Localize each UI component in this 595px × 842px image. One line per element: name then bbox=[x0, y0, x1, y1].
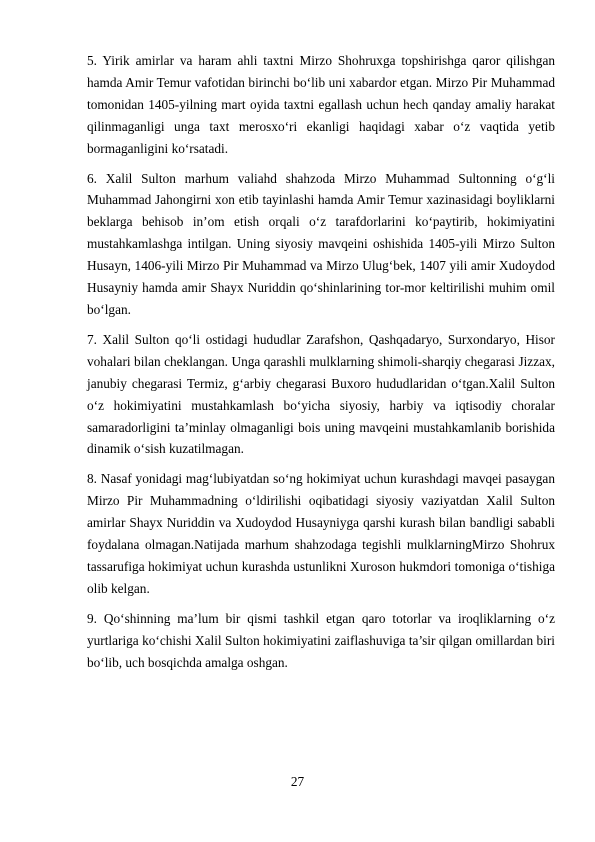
page-number: 27 bbox=[290, 774, 305, 789]
paragraph-7: 7. Xalil Sulton qo‘li ostidagi hududlar Zarafshon, Qashqadaryo, Surxondaryo, Hisor vohalari bilan cheklangan. Unga qarashli mulklarning shimoli-sharqiy chegarasi Jizzax, janubiy chegarasi Termiz, g‘arbiy chegarasi Buxoro hududlaridan o‘tgan.Xalil Sulton o‘z hokimiyatini mustahkamlash bo‘yicha siyosiy, harbiy va iqtisodiy choralar samaradorligini ta’minlay olmaganligi bois uning mavqeini mustahkamlanib borishida dinamik o‘sish kuzatilmagan. bbox=[87, 331, 555, 457]
document-body bbox=[87, 50, 555, 681]
paragraph-5: 5. Yirik amirlar va haram ahli taxtni Mirzo Shohruxga topshirishga qaror qilishgan hamda Amir Temur vafotidan birinchi bo‘lib uni xabardor etgan. Mirzo Pir Muhammad tomonidan 1405-yilning mart oyida taxtni egallash uchun hech qanday amaliy harakat qilinmaganligi unga taxt merosxo‘ri ekanligi haqidagi xabar o‘z vaqtida yetib bormaganligini ko‘rsatadi. bbox=[87, 53, 555, 156]
paragraph-6: 6. Xalil Sulton marhum valiahd shahzoda Mirzo Muhammad Sultonning o‘g‘li Muhammad Jahongirni xon etib tayinlashi hamda Amir Temur xazinasidagi boyliklarni beklarga behisob in’om etish orqali o‘z tarafdorlarini ko‘paytirib, hokimiyatini mustahkamlashga intilgan. Uning siyosiy mavqeini oshishida 1405-yili Mirzo Sulton Husayn, 1406-yili Mirzo Pir Muhammad va Mirzo Ulug‘bek, 1407 yili amir Xudoydod Husayniy hamda amir Shayx Nuriddin qo‘shinlarining tor-mor keltirilishi muhim omil bo‘lgan. bbox=[87, 170, 555, 317]
paragraph-9: 9. Qo‘shinning ma’lum bir qismi tashkil etgan qaro totorlar va iroqliklarning o‘z yurtlariga ko‘chishi Xalil Sulton hokimiyatini zaiflashuviga ta’sir qilgan omillardan biri bo‘lib, uch bosqichda amalga oshgan. bbox=[87, 610, 555, 670]
paragraph-8: 8. Nasaf yonidagi mag‘lubiyatdan so‘ng hokimiyat uchun kurashdagi mavqei pasaygan Mirzo Pir Muhammadning o‘ldirilishi oqibatidagi siyosiy vaziyatdan Xalil Sulton amirlar Shayx Nuriddin va Xudoydod Husayniyga qarshi kurash bilan bandligi sababli foydalana olmagan.Natijada marhum shahzodaga tegishli mulklarningMirzo Shohrux tassarufiga hokimiyat uchun kurashda ustunlikni Xuroson hukmdori tomoniga o‘tishiga olib kelgan. bbox=[87, 471, 555, 596]
